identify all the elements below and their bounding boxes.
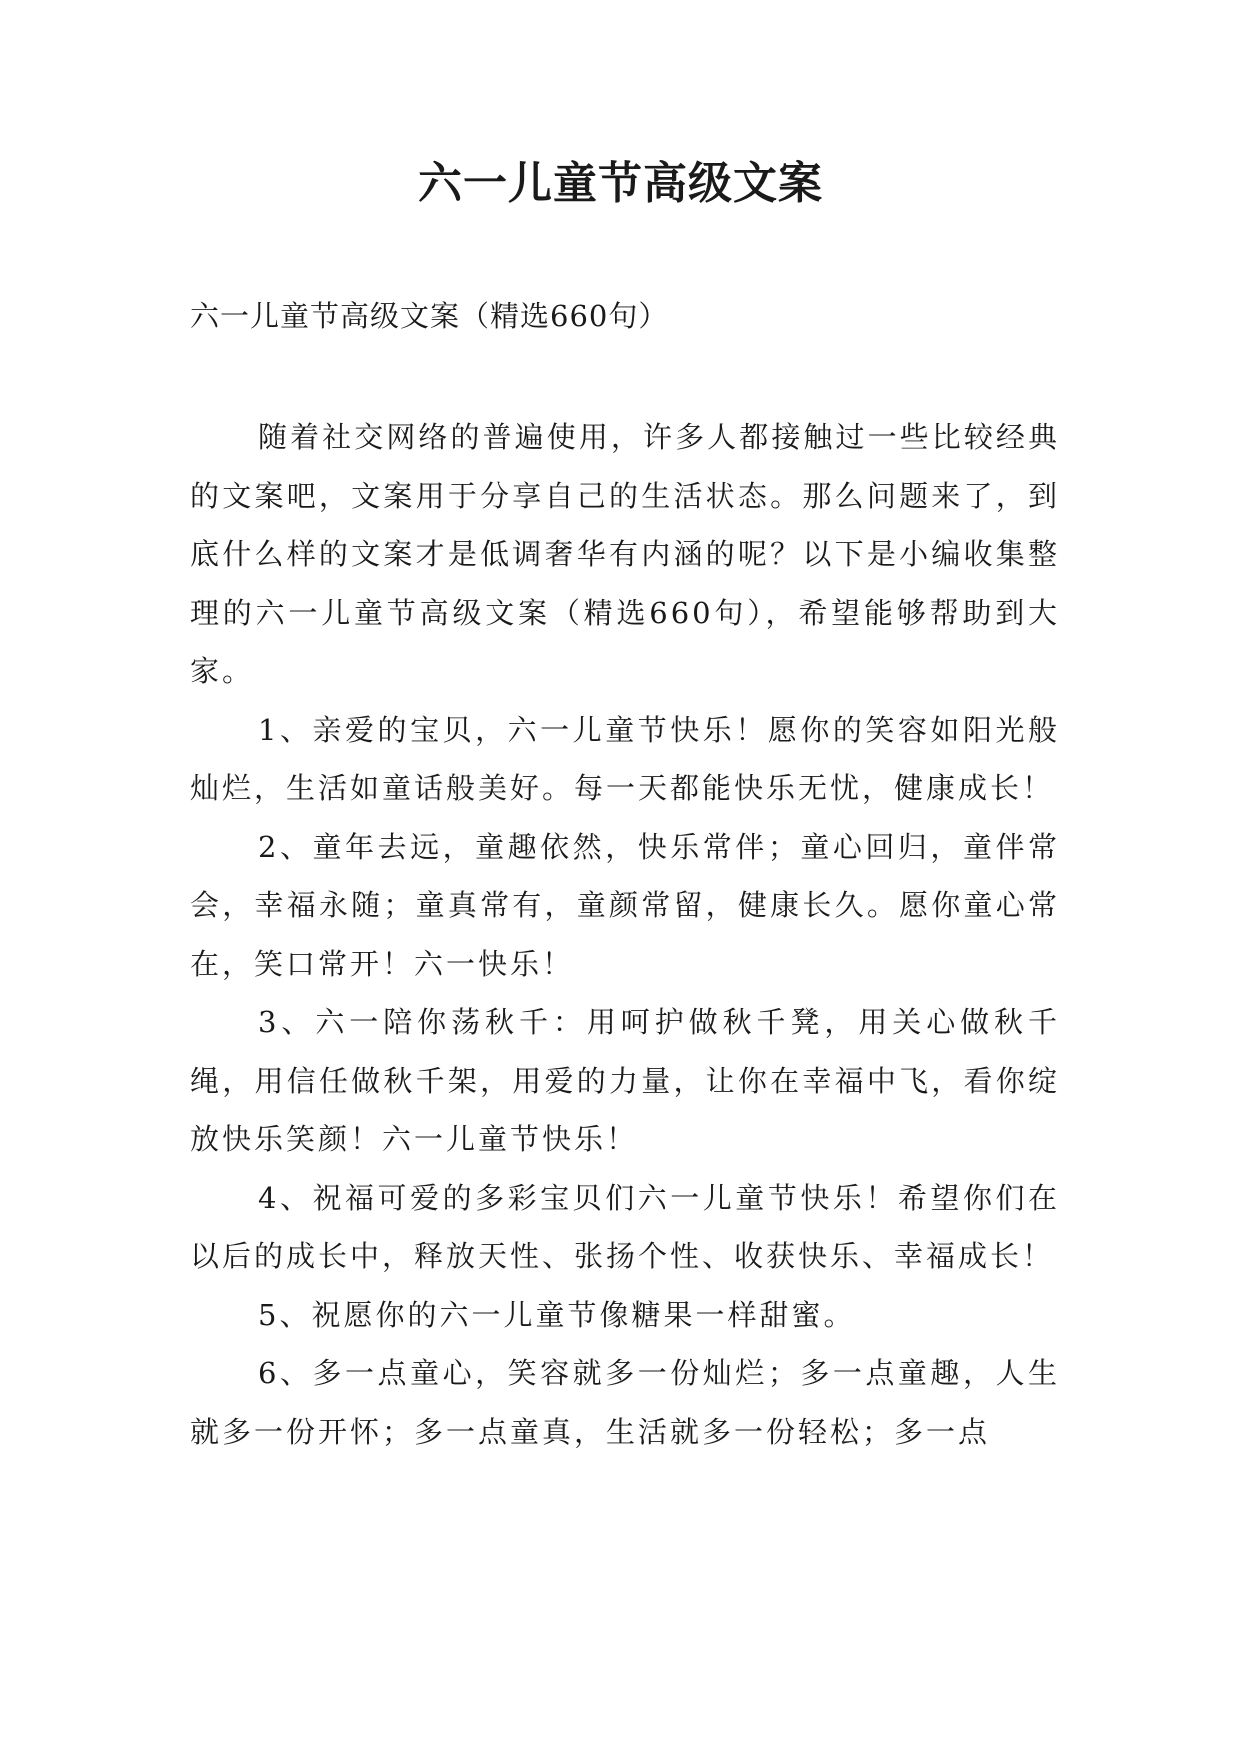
document-title: 六一儿童节高级文案 <box>418 158 823 209</box>
list-item-4: 4、祝福可爱的多彩宝贝们六一儿童节快乐！希望你们在以后的成长中，释放天性、张扬个性、收获快乐、幸福成长！ <box>190 1180 1060 1273</box>
list-item-3: 3、六一陪你荡秋千：用呵护做秋千凳，用关心做秋千绳，用信任做秋千架，用爱的力量，让你在幸福中飞，看你绽放快乐笑颜！六一儿童节快乐！ <box>190 1005 1060 1156</box>
document-body <box>190 408 1060 1461</box>
intro-paragraph: 随着社交网络的普遍使用，许多人都接触过一些比较经典的文案吧，文案用于分享自己的生活状态。那么问题来了，到底什么样的文案才是低调奢华有内涵的呢？以下是小编收集整理的六一儿童节高级文案（精选660句），希望能够帮助到大家。 <box>190 420 1060 688</box>
list-item-1: 1、亲爱的宝贝，六一儿童节快乐！愿你的笑容如阳光般灿烂，生活如童话般美好。每一天都能快乐无忧，健康成长！ <box>190 712 1060 805</box>
document-subtitle: 六一儿童节高级文案（精选660句） <box>190 299 669 333</box>
list-item-2: 2、童年去远，童趣依然，快乐常伴；童心回归，童伴常会，幸福永随；童真常有，童颜常留，健康长久。愿你童心常在，笑口常开！六一快乐！ <box>190 829 1060 981</box>
list-item-6: 6、多一点童心，笑容就多一份灿烂；多一点童趣，人生就多一份开怀；多一点童真，生活就多一份轻松；多一点 <box>190 1356 1060 1449</box>
list-item-5: 5、祝愿你的六一儿童节像糖果一样甜蜜。 <box>258 1297 856 1332</box>
